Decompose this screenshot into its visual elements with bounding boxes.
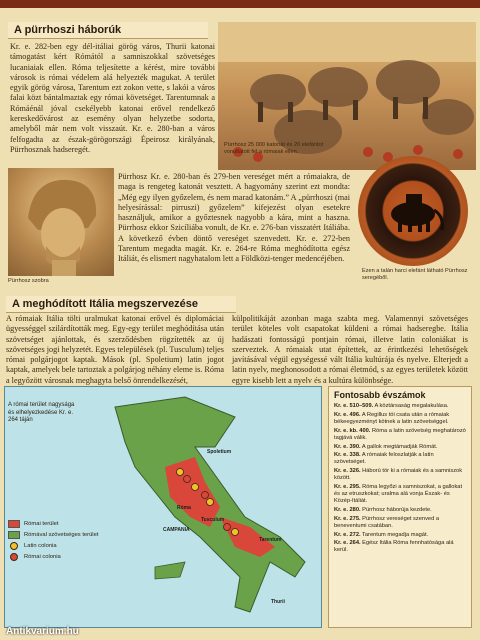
legend-item-roman-territory: [8, 520, 120, 528]
map-label-tusculum: Tusculum: [201, 517, 225, 523]
pyrrhus-portrait: [8, 168, 114, 276]
date-text: A rómaiak feloszlatják a latin szövetséget.: [334, 452, 434, 466]
date-year: Kr. e. 510–509.: [334, 403, 374, 409]
date-year: Kr. e. 390.: [334, 443, 361, 450]
legend-dot: [10, 542, 18, 550]
date-year: Kr. e. 496.: [334, 411, 361, 418]
date-year: Kr. e. 295.: [334, 484, 361, 491]
map-inset-label: A római terület nagysága és elhelyezkedése Kr. e. 264 táján: [8, 402, 75, 423]
date-year: Kr. e. 272.: [334, 531, 361, 538]
date-row: [334, 444, 466, 451]
map-legend: [8, 520, 120, 564]
date-row: [334, 452, 466, 466]
date-year: Kr. e. 275.: [334, 515, 361, 522]
date-row: [334, 516, 466, 530]
map-label-spoletium: Spoletium: [207, 449, 232, 455]
map-label-campania: CAMPANIA: [163, 527, 190, 533]
section-title-italy: A meghódított Itália megszervezése: [6, 296, 236, 313]
date-year: Kr. e. 338.: [334, 452, 361, 459]
date-text: Pürrhosz háborúja kezdete.: [362, 506, 432, 513]
key-dates-title: Fontosabb évszámok: [334, 390, 426, 400]
date-text: A gallok megtámadják Rómát.: [361, 443, 438, 450]
date-row: [334, 403, 466, 410]
date-row: [334, 532, 466, 539]
date-text: A Regillus tói csata után a rómaiak békeegyezményt kötnek a latin szövetséggel.: [334, 411, 450, 425]
paragraph-italy-1: A rómaiak Itália tölti uralmukat katonai erővel és diplomáciai ügyességgel szilárdították meg. Egy-egy terület meghódítása után szövetséget ajánlottak, és szerződésben rögzítették az új szövetséges jogi helyzetét. Egyes települések (pl. Tusculum) teljes római polgárjogot kaptak. Mások (pl. Spoletium) latin jogot kaptak, amelyek bele tartoztak a polgárjog néhány eleme is. Róma a legyőzött városnak meghagyta belső önrendelkezését,: [6, 314, 224, 385]
date-text: Róma a latin szövetség meghatározó tagjává válik.: [334, 427, 466, 441]
legend-swatch: [8, 520, 20, 528]
helmeted-head-svg: [8, 168, 114, 276]
paragraph-intro: Kr. e. 282-ben egy dél-itáliai görög város, Thurii katonai támogatást kért Rómától a samniszokkal szövetséges lucaniaiak ellen. Róma teljesítette a kérést, mire további városok is római védelem alá helyezték magukat. A terület egyik görög városa, Tarentum ezt zokon vette, s lakói a város falai közt bántalmaztak egy római követséget. Tarentumnak a Rómáénál jóval csekélyebb katonai erővel rendelkező kereskedővárost az esemény olyan helyzetbe sodorta, amelyből már nem volt visszaút. Kr. e. 280-ban a város felfogadta az észak-görögországi Épeirosz királyának, Pürrhosznak hadseregét.: [10, 42, 215, 154]
legend-label: Római terület: [24, 521, 59, 527]
date-text: Tarentum megadja magát.: [362, 531, 429, 538]
date-row: [334, 484, 466, 505]
portrait-caption: Pürrhosz szobra: [8, 278, 49, 284]
legend-label: Latin colonia: [24, 543, 57, 549]
legend-label: Római colonia: [24, 554, 61, 560]
date-row: [334, 507, 466, 514]
section-title-pyrrhic-wars: A pürrhoszi háborúk: [8, 22, 208, 39]
top-border: [0, 0, 480, 8]
date-year: Kr. e. 326.: [334, 468, 361, 475]
elephant-icon: [358, 156, 468, 266]
elephant-plate-image: [358, 156, 468, 266]
date-row: [334, 540, 466, 554]
legend-item-allied-territory: [8, 531, 120, 539]
date-year: Kr. e. 280.: [334, 506, 361, 513]
date-text: Egész Itália Róma fennhatósága alá kerül.: [334, 540, 454, 554]
map-label-thurii: Thurii: [271, 599, 285, 605]
plate-caption: Ezen a talán harci elefánt látható Pürrhosz seregéből.: [362, 268, 468, 281]
date-row: [334, 468, 466, 482]
date-text: Pürrhosz vereséget szenved a beneventumi csatában.: [334, 515, 439, 529]
battle-caption: Pürrhosz 25 000 katonát és 20 elefántot vonultatott fel a rómaiak ellen.: [224, 142, 324, 155]
date-year: Kr. e. 264.: [334, 540, 361, 547]
legend-item-roman-colony: [8, 553, 120, 561]
date-text: Háború tör ki a rómaiak és a samniszok között.: [334, 468, 463, 482]
watermark: Antikvarium.hu: [6, 626, 79, 637]
paragraph-italy-2: külpolitikáját azonban maga szabta meg. Valamennyi szövetséges terület köteles volt csapatokat küldeni a római hadseregbe. Itália hadászati fontosságú pontjain római, illetve latin coloniákat is szerveztek. A rómaiak utat építettek, az érintkezési lehetőségek javításával végül egységessé vált Itália kultúrája és nyelve. Elterjedt a latin nyelv, meghonosodott a római életmód, s az egyes területek között egyre kisebb lett a nyelv és a kultúra különbsége.: [232, 314, 468, 385]
legend-swatch: [8, 531, 20, 539]
legend-dot: [10, 553, 18, 561]
legend-label: Rómával szövetséges terület: [24, 532, 99, 538]
date-year: Kr. e. kb. 400.: [334, 427, 371, 434]
date-row: [334, 412, 466, 426]
key-dates-box: [328, 386, 472, 628]
legend-item-latin-colony: [8, 542, 120, 550]
paragraph-pyrrhic-victory: Pürrhosz Kr. e. 280-ban és 279-ben vereséget mért a rómaiakra, de maga is rengeteg katonát vesztett. A hagyomány szerint ezt mondta: „Még egy ilyen győzelem, és nem marad katonám.” A „pürrhoszi (mai helyesírással: pirruszi) győzelem” kifejezést olyan esetekre használjuk, amikor a győztesnek nagyobb a kára, mint a haszna. Pürrhosz ekkor Szicíliába vonult, de Kr. e. 276-ban visszatért Itáliába. A következő évben döntő vereséget szenvedett. Kr. e. 272-ben Tarentum megadta magát. Kr. e. 264-re Róma meghódította egész Itáliát, és elismert nagyhatalom lett a Földközi-tenger medencéjében.: [118, 172, 350, 264]
date-row: [334, 428, 466, 442]
date-text: A köztársaság megalakulása.: [374, 403, 449, 409]
map-label-roma: Róma: [177, 505, 191, 511]
map-label-tarentum: Tarentum: [259, 537, 282, 543]
date-text: Róma legyőzi a samniszokat, a gallokat és az etruszkokat; uralma alá vonja Észak- és Közép-Itáliát.: [334, 484, 463, 504]
